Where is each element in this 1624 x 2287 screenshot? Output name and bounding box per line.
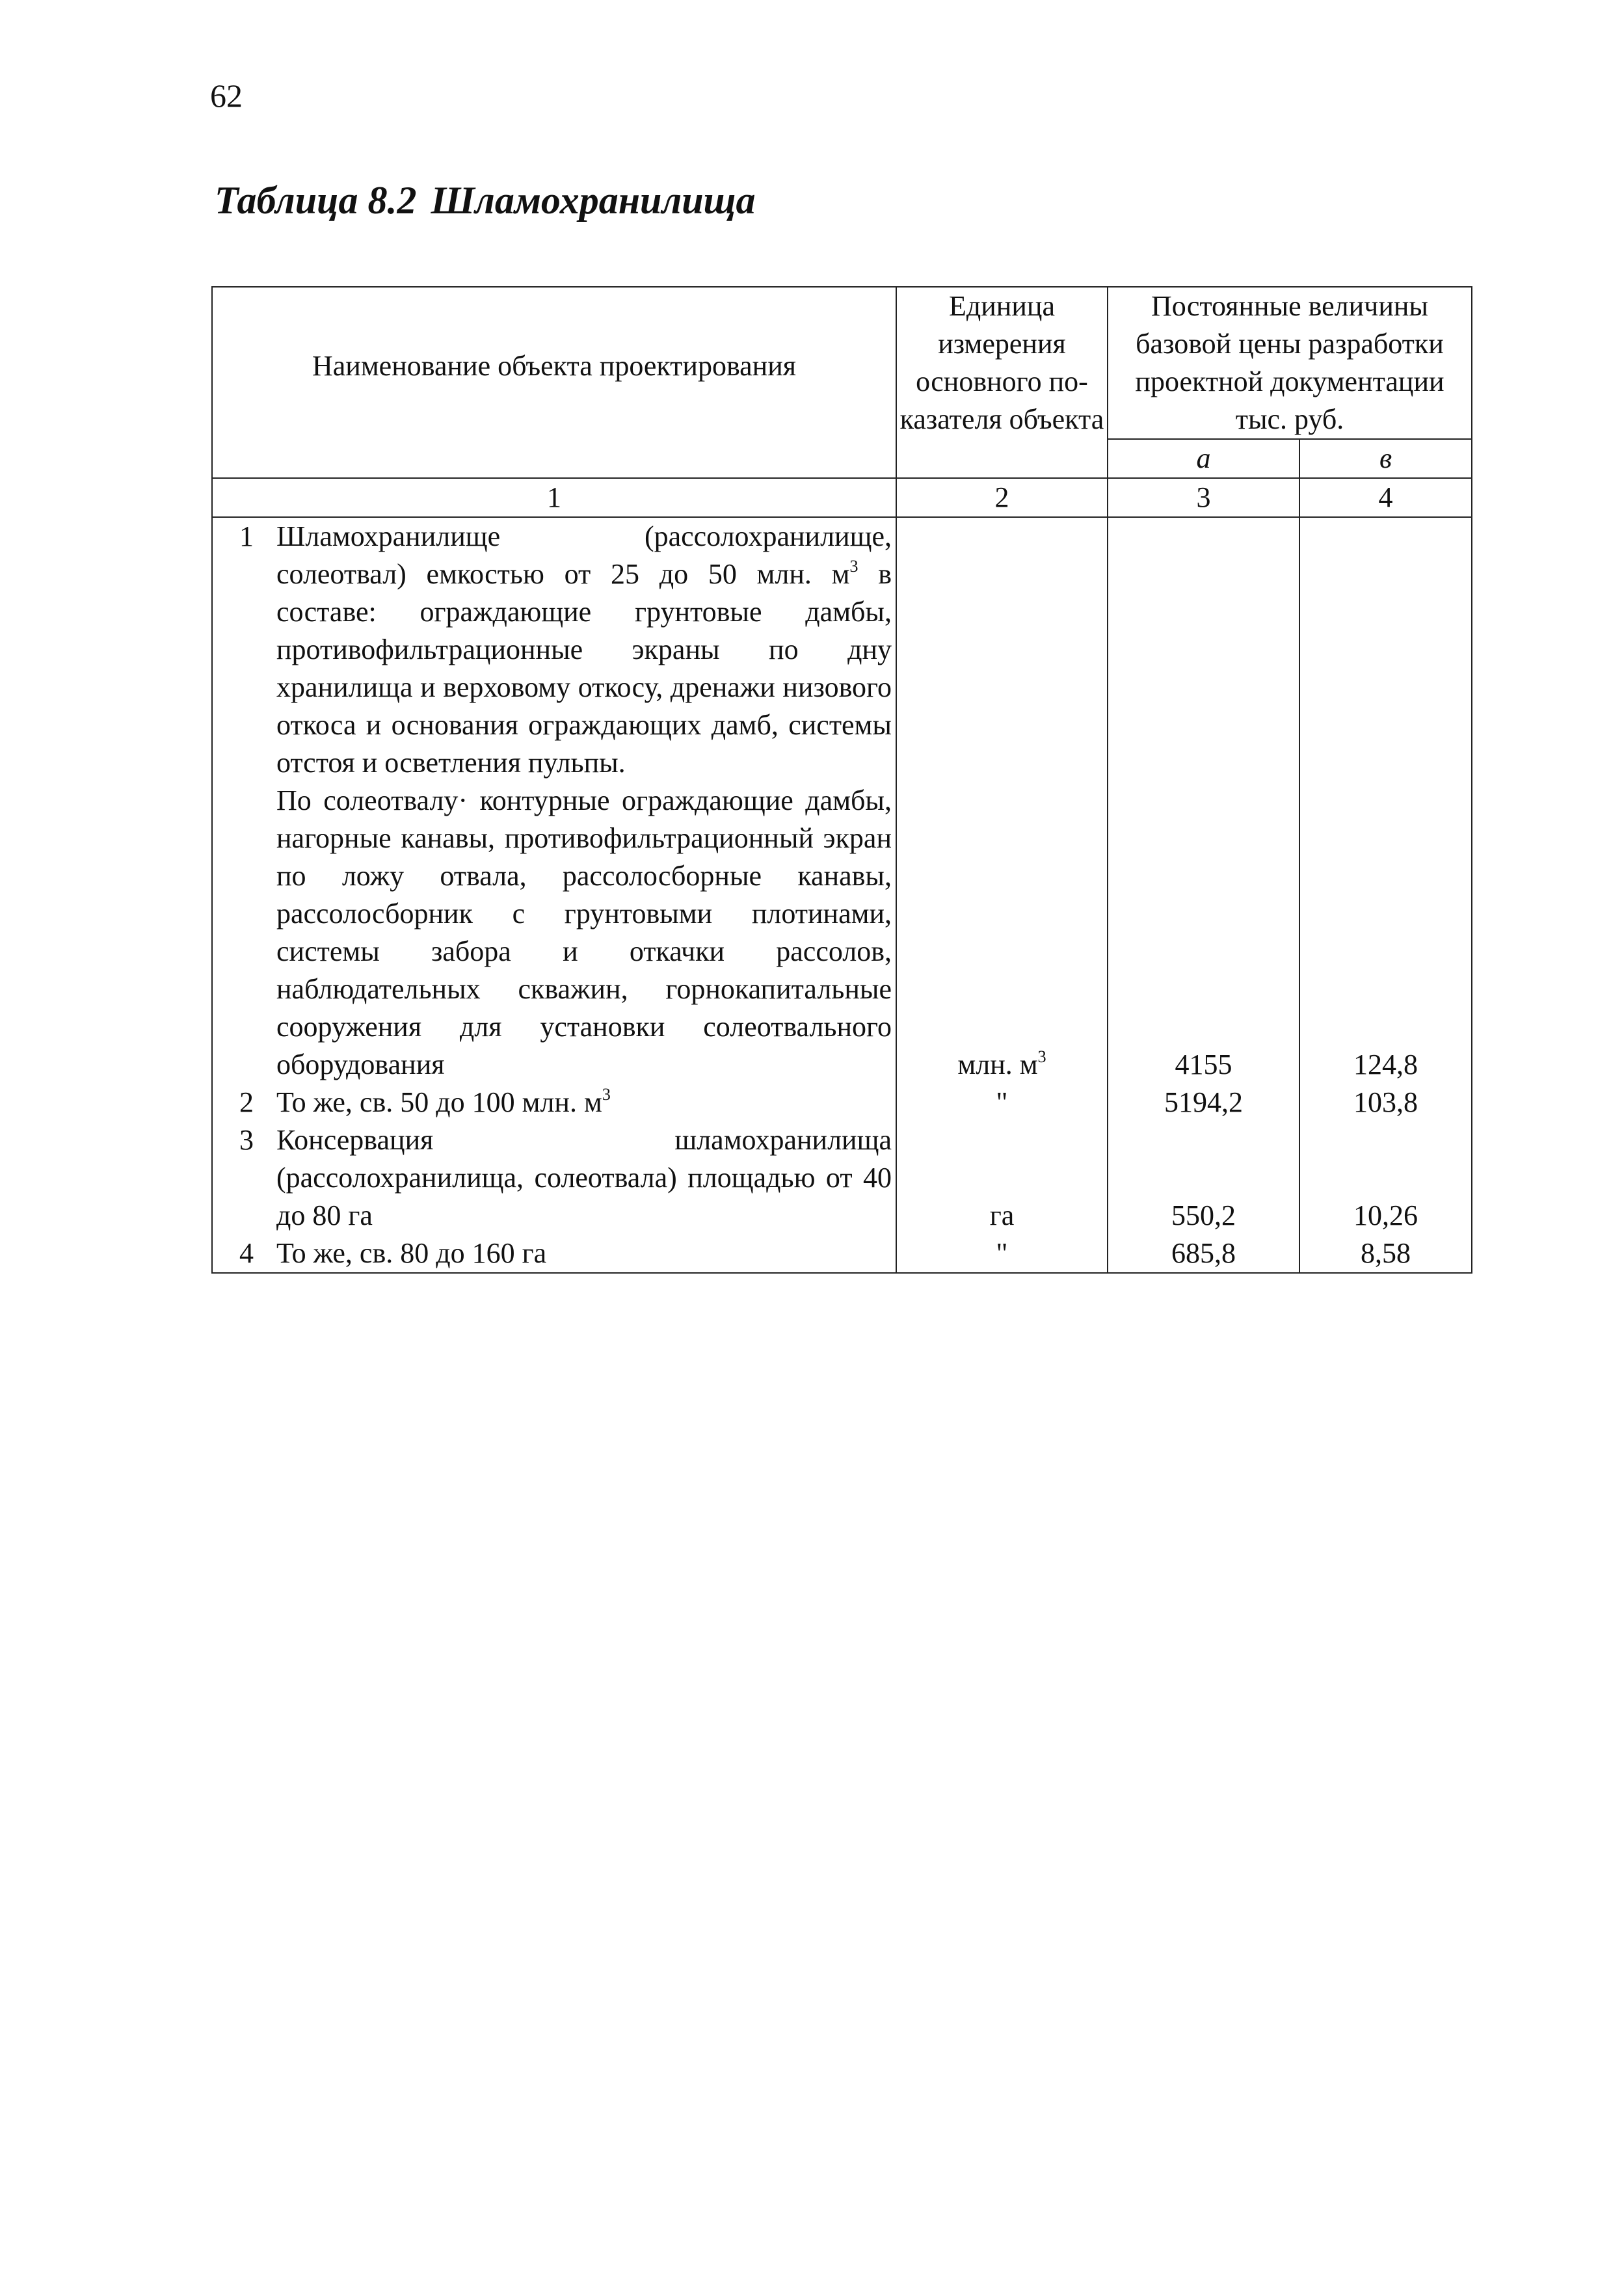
page-number: 62 — [210, 77, 243, 114]
row-name-cell — [212, 1235, 896, 1273]
header-row — [212, 287, 1472, 439]
column-number: 2 — [896, 478, 1108, 517]
row-value-b: 103,8 — [1299, 1084, 1472, 1121]
row-value-b: 10,26 — [1299, 1121, 1472, 1235]
row-unit: " — [896, 1235, 1108, 1273]
row-description: Шламохранилище (рассолохранилище, солеотвал) емкостью от 25 до 50 млн. $м^3$ в составе: ограждающие грунтовые дамбы, противофильтрационные экраны по дну хранилища и верховому откосу, дренажи низового откоса и основания ограждающих дамб, системы отстоя и осветления пульпы. — [276, 520, 892, 779]
row-number: 2 — [239, 1086, 254, 1118]
row-name-cell — [212, 1121, 896, 1235]
table-row — [212, 1235, 1472, 1273]
row-value-a: 5194,2 — [1108, 1084, 1299, 1121]
row-unit: млн. $м^3$ — [896, 517, 1108, 1084]
header-object-name: Наименование объекта проектирования — [212, 287, 896, 478]
row-number: 3 — [239, 1124, 254, 1156]
row-value-a: 550,2 — [1108, 1121, 1299, 1235]
row-value-b: 124,8 — [1299, 517, 1472, 1084]
row-description-continued: По солеотвалу· контурные ограждающие дамбы, нагорные канавы, противофильтрационный экран по ложу отвала, рассолосборные канавы, рассолосборник с грунтовыми плотинами, системы забора и откачки рассолов, наблюдательных скважин, горнокапитальные сооружения для установки солеотвального оборудования — [276, 784, 892, 1080]
header-sub-b: в — [1299, 439, 1472, 478]
header-constant-values: Постоянные величины базовой цены разработки проектной документации тыс. руб. — [1108, 287, 1472, 439]
row-value-a: 685,8 — [1108, 1235, 1299, 1273]
column-number: 1 — [212, 478, 896, 517]
row-number: 1 — [239, 520, 254, 552]
table-row — [212, 1121, 1472, 1235]
column-number: 4 — [1299, 478, 1472, 517]
row-unit: га — [896, 1121, 1108, 1235]
row-description: То же, св. 80 до 160 га — [276, 1237, 547, 1269]
row-value-b: 8,58 — [1299, 1235, 1472, 1273]
row-description: То же, св. 50 до 100 млн. $м^3$ — [276, 1085, 611, 1118]
row-number: 4 — [239, 1237, 254, 1269]
table-title-name: Шламохранилища — [431, 179, 756, 222]
column-number: 3 — [1108, 478, 1299, 517]
table-title-label: Таблица 8.2 — [215, 179, 417, 222]
table-row — [212, 1084, 1472, 1121]
header-sub-a: а — [1108, 439, 1299, 478]
row-name-cell — [212, 1084, 896, 1121]
row-name-cell — [212, 517, 896, 1084]
table-title — [215, 181, 756, 220]
row-unit: " — [896, 1084, 1108, 1121]
row-description: Консервация шламохранилища (рассолохранилища, солеотвала) площадью от 40 до 80 га — [276, 1124, 892, 1231]
data-table — [211, 286, 1472, 1274]
header-unit: Единица измерения основного по-казателя объекта — [896, 287, 1108, 478]
column-number-row — [212, 478, 1472, 517]
table-row — [212, 517, 1472, 1084]
row-value-a: 4155 — [1108, 517, 1299, 1084]
